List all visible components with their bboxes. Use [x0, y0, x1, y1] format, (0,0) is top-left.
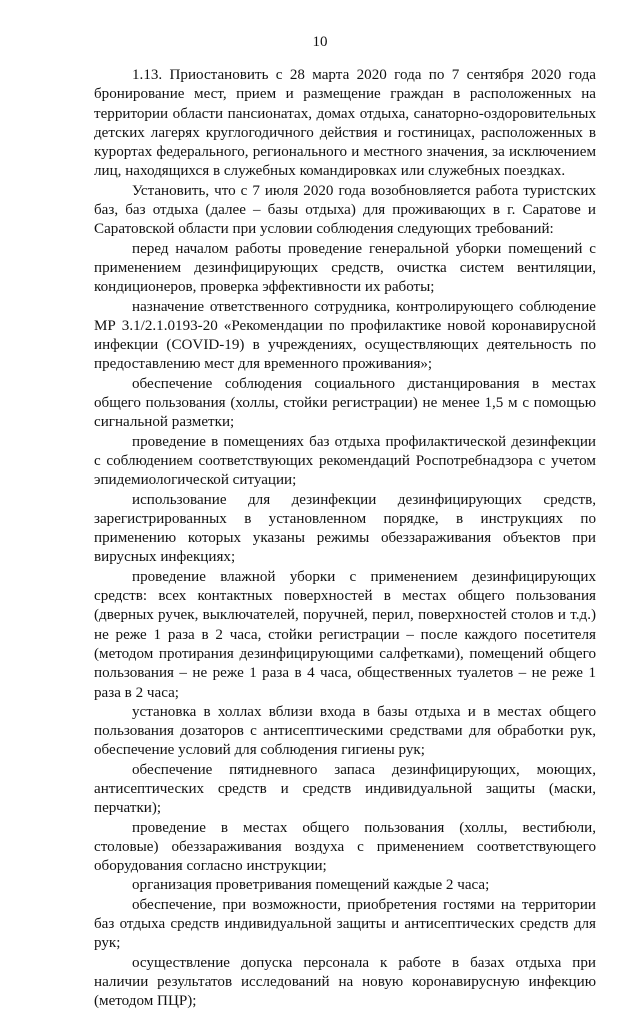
requirement-ventilation: организация проветривания помещений каждые 2 часа;	[132, 877, 490, 894]
requirement-staff-pcr-testing: осуществление допуска персонала к работе в базах отдыха при наличии результатов исследований на новую коронавирусную инфекцию (методом ПЦР);	[94, 954, 596, 1010]
requirement-general-cleaning: перед началом работы проведение генеральной уборки помещений с применением дезинфицирующих средств, очистка систем вентиляции, кондиционеров, проверка эффективности их работы;	[94, 240, 596, 296]
requirement-registered-disinfectants: использование для дезинфекции дезинфицирующих средств, зарегистрированных в установленном порядке, в инструкциях по применению которых указаны режимы обеззараживания объектов при вирусных инфекциях;	[94, 491, 596, 566]
requirement-sanitizer-dispensers: установка в холлах вблизи входа в базы отдыха и в местах общего пользования дозаторов с антисептическими средствами для обработки рук, обеспечение условий для соблюдения гигиены рук;	[94, 703, 596, 759]
requirement-ppe-purchase: обеспечение, при возможности, приобретения гостями на территории баз отдыха средств индивидуальной защиты и антисептических средств для рук;	[94, 896, 596, 952]
document-body	[94, 66, 596, 1012]
requirement-air-disinfection: проведение в местах общего пользования (холлы, вестибюли, столовые) обеззараживания воздуха с применением соответствующего оборудования согласно инструкции;	[94, 819, 596, 875]
paragraph-1-13-suspension: 1.13. Приостановить с 28 марта 2020 года по 7 сентября 2020 года бронирование мест, прием и размещение граждан в расположенных на территории области пансионатах, домах отдыха, санаторно-оздоровительных детских лагерях круглогодичного действия и гостиницах, расположенных в курортах федерального, регионального и местного значения, за исключением лиц, находящихся в служебных командировках или служебных поездках.	[94, 67, 596, 180]
requirement-wet-cleaning: проведение влажной уборки с применением дезинфицирующих средств: всех контактных поверхностей в местах общего пользования (дверных ручек, выключателей, поручней, перил, поверхностей столов и т.д.) не реже 1 раза в 2 часа, стойки регистрации – после каждого посетителя (методом протирания дезинфицирующими салфетками), помещений общего пользования – не реже 1 раза в 4 часа, общественных туалетов – не реже 1 раза в 2 часа;	[94, 568, 596, 701]
requirement-responsible-employee: назначение ответственного сотрудника, контролирующего соблюдение МР 3.1/2.1.0193-20 «Рекомендации по профилактике новой коронавирусной инфекции (COVID-19) в учреждениях, осуществляющих деятельность по предоставлению мест для временного проживания»;	[94, 298, 596, 373]
requirement-preventive-disinfection: проведение в помещениях баз отдыха профилактической дезинфекции с соблюдением соответствующих рекомендаций Роспотребнадзора с учетом эпидемиологической ситуации;	[94, 433, 596, 489]
paragraph-resumption-conditions: Установить, что с 7 июля 2020 года возобновляется работа туристских баз, баз отдыха (далее – базы отдыха) для проживающих в г. Саратове и Саратовской области при условии соблюдения следующих требований:	[94, 182, 596, 238]
page-number: 10	[312, 34, 328, 50]
requirement-social-distancing: обеспечение соблюдения социального дистанцирования в местах общего пользования (холлы, стойки регистрации) не менее 1,5 м с помощью сигнальной разметки;	[94, 375, 596, 431]
requirement-five-day-supply: обеспечение пятидневного запаса дезинфицирующих, моющих, антисептических средств и средств индивидуальной защиты (маски, перчатки);	[94, 761, 596, 817]
